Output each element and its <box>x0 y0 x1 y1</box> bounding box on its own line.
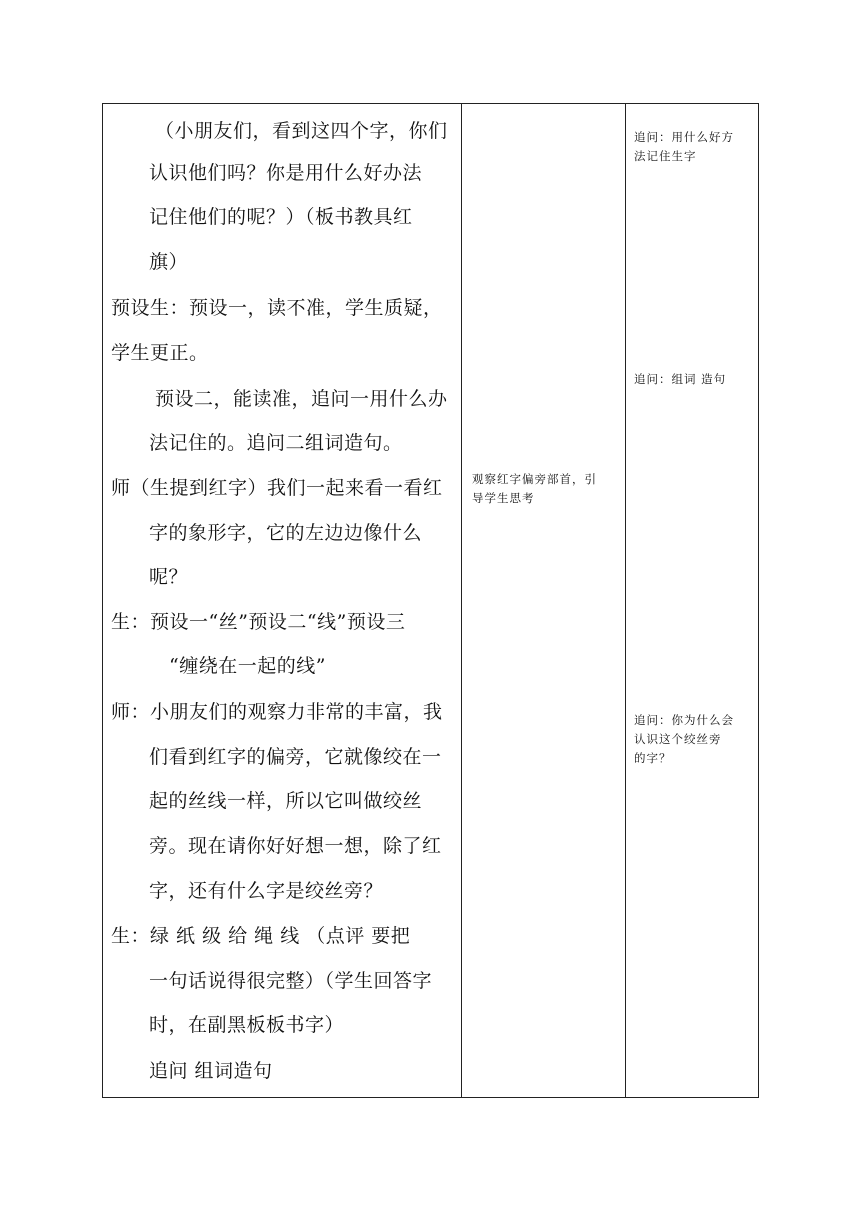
process-line: （小朋友们，看到这四个字，你们 <box>155 120 448 142</box>
process-line: 生：预设一“丝”预设二“线”预设三 <box>111 611 406 633</box>
process-line: 师（生提到红字）我们一起来看一看红 <box>111 477 443 499</box>
process-line: 旁。现在请你好好想一想，除了红 <box>149 835 442 857</box>
question-note-line: 的字？ <box>634 751 672 765</box>
design-intent-cell <box>462 104 626 1098</box>
process-line: 学生更正。 <box>111 342 209 364</box>
process-line: “缠绕在一起的线” <box>169 655 326 677</box>
process-line: 一句话说得很完整）（学生回答字 <box>149 970 433 992</box>
question-note-line: 追问：组词 造句 <box>634 372 727 386</box>
process-line: 师：小朋友们的观察力非常的丰富，我 <box>111 701 443 723</box>
question-note-line: 认识这个绞丝旁 <box>634 732 722 746</box>
question-note-line: 追问：用什么好方 <box>634 130 734 144</box>
process-line: 追问 组词造句 <box>149 1060 273 1082</box>
process-line: 生：绿 纸 级 给 绳 线 （点评 要把 <box>111 925 411 947</box>
process-line: 记住他们的呢？）（板书教具红 <box>149 206 413 228</box>
design-note-line: 观察红字偏旁部首，引 <box>472 472 597 486</box>
process-line: 字，还有什么字是绞丝旁？ <box>149 880 384 902</box>
process-line: 时，在副黑板板书字） <box>149 1014 345 1036</box>
questioning-cell <box>626 104 759 1098</box>
process-line: 预设生：预设一，读不准，学生质疑， <box>111 297 443 319</box>
question-note-line: 追问：你为什么会 <box>634 713 734 727</box>
process-line: 们看到红字的偏旁，它就像绞在一 <box>149 746 442 768</box>
table-row <box>103 104 759 1098</box>
process-line: 字的象形字，它的左边边像什么 <box>149 522 423 544</box>
process-line: 认识他们吗？你是用什么好办法 <box>149 162 423 184</box>
question-note-line: 法记住生字 <box>634 149 697 163</box>
process-line: 呢？ <box>149 566 189 588</box>
teaching-process-cell <box>103 104 462 1098</box>
lesson-plan-table <box>102 103 759 1098</box>
process-line: 起的丝线一样，所以它叫做绞丝 <box>149 790 423 812</box>
process-line: 预设二，能读准，追问一用什么办 <box>155 388 448 410</box>
process-line: 法记住的。追问二组词造句。 <box>149 432 403 454</box>
process-line: 旗） <box>149 251 189 273</box>
design-note-line: 导学生思考 <box>472 491 535 505</box>
